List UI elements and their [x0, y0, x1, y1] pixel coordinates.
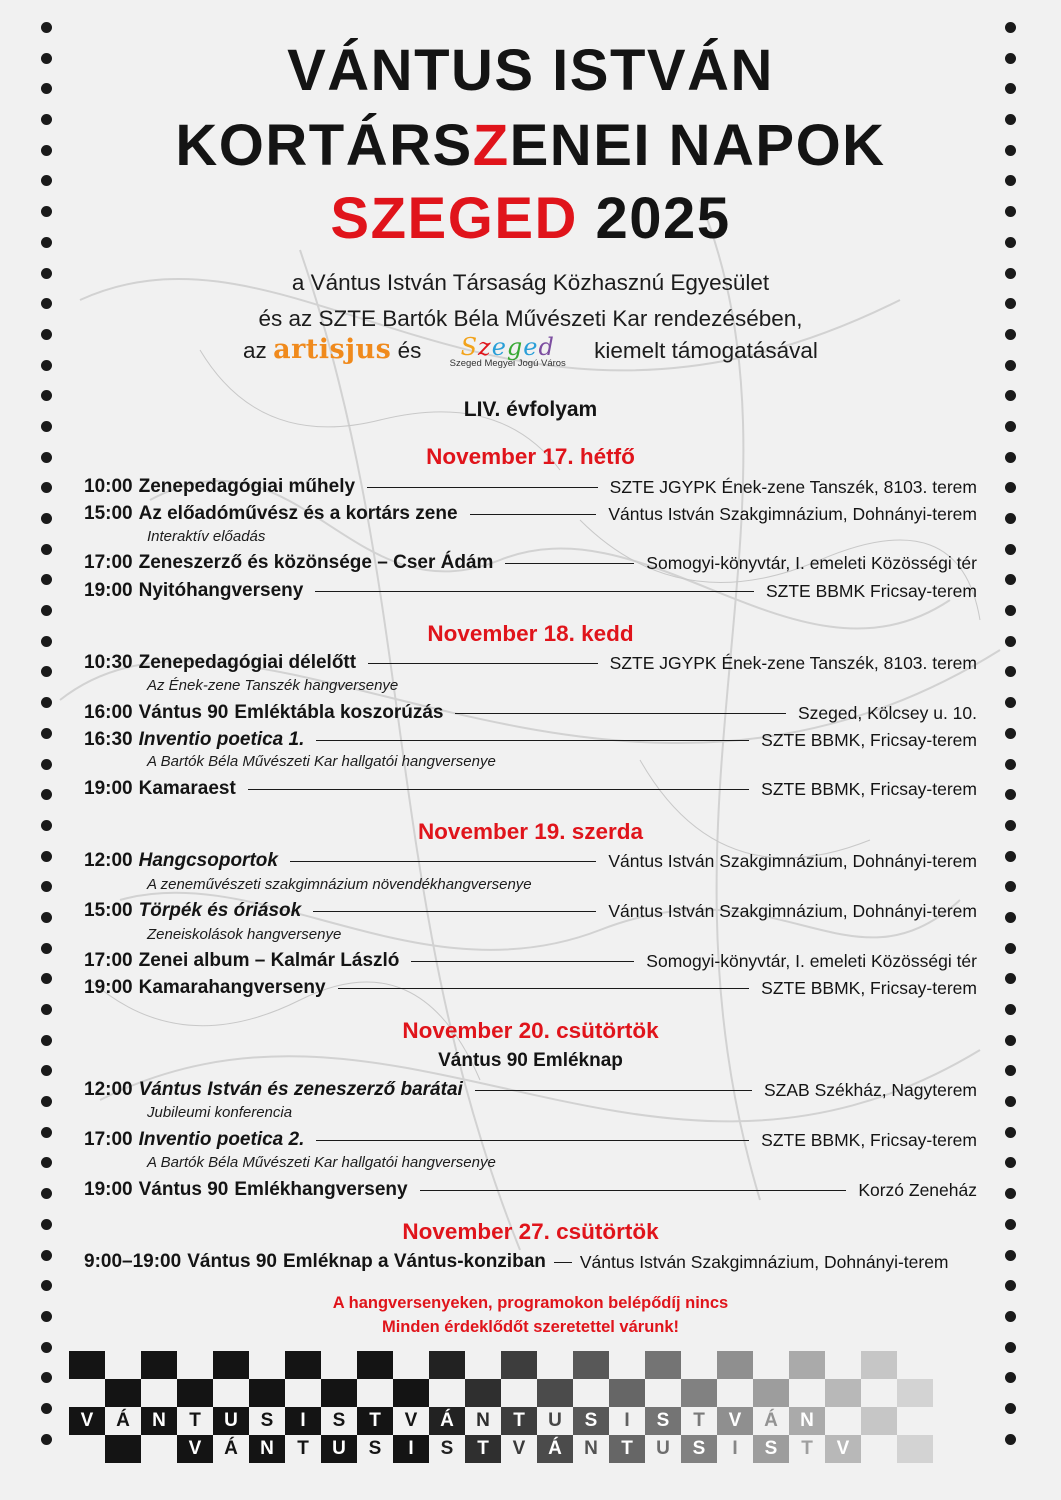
checker-cell	[213, 1351, 249, 1379]
checker-cell	[105, 1435, 141, 1463]
leader-line	[313, 911, 596, 912]
event-title: Vántus István és zeneszerző barátai	[138, 1079, 463, 1100]
event-time: 17:00	[84, 950, 133, 971]
perforation-dot	[1005, 1250, 1016, 1261]
event-venue: SZTE JGYPK Ének-zene Tanszék, 8103. terem	[609, 653, 977, 673]
event-note: Zeneiskolások hangversenye	[147, 926, 342, 943]
checker-cell	[429, 1351, 465, 1379]
event-time: 10:30	[84, 652, 133, 673]
checker-letter: V	[80, 1410, 94, 1431]
volume-label: LIV. évfolyam	[463, 398, 598, 421]
perforation-dot	[41, 544, 52, 555]
perforation-dot	[41, 851, 52, 862]
checker-letter: T	[297, 1438, 309, 1459]
day-heading: November 27. csütörtök	[402, 1219, 659, 1244]
perforation-dot	[1005, 851, 1016, 862]
event-note: A zeneművészeti szakgimnázium növendékhangversenye	[147, 876, 532, 893]
perforation-dot	[41, 482, 52, 493]
perforation-dot	[1005, 789, 1016, 800]
day-subtitle: Vántus 90 Emléknap	[438, 1050, 623, 1071]
checker-cell	[753, 1379, 789, 1407]
perforation-dot	[1005, 1280, 1016, 1291]
leader-line	[411, 961, 634, 962]
event-title-suffix: Emlékhangverseny	[234, 1179, 408, 1200]
checker-letter: Á	[224, 1438, 238, 1459]
leader-line	[554, 1262, 572, 1263]
event-venue: SZTE BBMK, Fricsay-terem	[761, 730, 977, 750]
perforation-dot	[41, 605, 52, 616]
event-title: Inventio poetica 2.	[138, 1129, 305, 1150]
event-row	[84, 652, 977, 674]
leader-line	[315, 591, 754, 592]
event-row	[84, 580, 977, 602]
checker-cell	[285, 1351, 321, 1379]
perforation-dot	[41, 513, 52, 524]
event-venue: SZTE BBMK Fricsay-terem	[766, 581, 977, 601]
event-title: Inventio poetica 1.	[138, 729, 305, 750]
day-heading: November 18. kedd	[427, 621, 634, 646]
checker-cell	[897, 1379, 933, 1407]
perforation-dot	[1005, 697, 1016, 708]
checker-cell	[141, 1351, 177, 1379]
event-row	[84, 1179, 977, 1201]
event-title: Kamarahangverseny	[138, 977, 326, 998]
perforation-dot	[41, 1372, 52, 1383]
checker-letter: U	[548, 1410, 562, 1431]
event-note: A Bartók Béla Művészeti Kar hallgatói hangversenye	[147, 753, 496, 770]
event-title: Vántus 90	[138, 1179, 229, 1200]
checker-letter: N	[800, 1410, 814, 1431]
leader-line	[290, 861, 596, 862]
event-title: Kamaraest	[138, 778, 236, 799]
checker-letter: Á	[764, 1410, 778, 1431]
event-row	[84, 977, 977, 999]
perforation-dot	[1005, 912, 1016, 923]
event-venue: Vántus István Szakgimnázium, Dohnányi-terem	[608, 851, 977, 871]
event-time: 16:00	[84, 702, 133, 723]
event-row	[84, 702, 977, 724]
event-title-suffix: Emléktábla koszorúzás	[234, 702, 444, 723]
artisjus-logo: artisjus	[273, 334, 392, 365]
perforation-dot	[41, 1127, 52, 1138]
perforation-dot	[41, 421, 52, 432]
organizer-line-2: és az SZTE Bartók Béla Művészeti Kar rendezésében,	[258, 306, 803, 331]
leader-line	[475, 1090, 752, 1091]
checker-letter: T	[369, 1410, 381, 1431]
perforation-dot	[41, 1157, 52, 1168]
event-time: 9:00–19:00	[84, 1251, 182, 1272]
perforation-dot	[1005, 1372, 1016, 1383]
title-line-1: VÁNTUS ISTVÁN	[287, 38, 774, 103]
event-title: Zenepedagógiai délelőtt	[138, 652, 357, 673]
checker-cell	[393, 1379, 429, 1407]
footer-welcome: Minden érdeklődőt szeretettel várunk!	[381, 1318, 680, 1336]
perforation-dot	[1005, 605, 1016, 616]
event-time: 15:00	[84, 503, 133, 524]
checker-letter: S	[260, 1410, 274, 1431]
event-row	[84, 778, 977, 800]
event-title: Hangcsoportok	[138, 850, 278, 871]
event-venue: SZTE BBMK, Fricsay-terem	[761, 1130, 977, 1150]
checker-letter: S	[584, 1410, 598, 1431]
checker-cell	[537, 1379, 573, 1407]
checker-cell	[609, 1379, 645, 1407]
checker-letter: U	[224, 1410, 238, 1431]
checker-cell	[177, 1379, 213, 1407]
organizer-line-3	[0, 334, 1061, 369]
title-line-2-z: Z	[472, 113, 510, 178]
perforation-dot	[41, 1434, 52, 1445]
checker-letter: N	[152, 1410, 166, 1431]
checker-letter: N	[476, 1410, 490, 1431]
perforation-dot	[1005, 1096, 1016, 1107]
perforation-dot	[41, 943, 52, 954]
checker-letter: V	[728, 1410, 742, 1431]
perforation-dot	[1005, 1157, 1016, 1168]
checker-cell	[861, 1351, 897, 1379]
perforation-dot	[41, 912, 52, 923]
perforation-dot	[1005, 1342, 1016, 1353]
event-venue: SZTE BBMK, Fricsay-terem	[761, 978, 977, 998]
checker-cell	[105, 1379, 141, 1407]
event-row	[84, 950, 977, 972]
checker-letter: U	[332, 1438, 346, 1459]
checker-letter: Á	[548, 1438, 562, 1459]
leader-line	[367, 487, 598, 488]
checker-letter: V	[188, 1438, 202, 1459]
checker-letter: I	[732, 1438, 738, 1459]
perforation-dot	[1005, 482, 1016, 493]
event-title-suffix: Emléknap a Vántus-konziban	[282, 1251, 546, 1272]
event-time: 19:00	[84, 1179, 133, 1200]
checker-letter: S	[332, 1410, 346, 1431]
event-title: Zenei album – Kalmár László	[138, 950, 400, 971]
checker-letter: T	[189, 1410, 201, 1431]
title-line-2	[0, 113, 1061, 178]
organizer-support: kiemelt támogatásával	[594, 338, 818, 363]
event-note: Interaktív előadás	[147, 528, 266, 545]
checker-cell	[465, 1379, 501, 1407]
event-venue: Somogyi-könyvtár, I. emeleti Közösségi tér	[646, 553, 977, 573]
perforation-dot	[41, 1403, 52, 1414]
leader-line	[505, 563, 634, 564]
perforation-dot	[41, 1250, 52, 1261]
footer-free-entry: A hangversenyeken, programokon belépődíj nincs	[332, 1294, 729, 1312]
szeged-city-logo	[449, 332, 566, 369]
checker-cell	[645, 1351, 681, 1379]
perforation-dot	[41, 881, 52, 892]
event-time: 17:00	[84, 552, 133, 573]
perforation-dot	[1005, 728, 1016, 739]
perforation-dot	[1005, 513, 1016, 524]
day-heading: November 17. hétfő	[426, 444, 635, 469]
checker-cell	[249, 1379, 285, 1407]
checker-letter: I	[408, 1438, 414, 1459]
szeged-logo-caption: Szeged Megyei Jogú Város	[449, 357, 566, 369]
checker-letter: V	[836, 1438, 850, 1459]
perforation-dot	[1005, 943, 1016, 954]
event-venue: Szeged, Kölcsey u. 10.	[798, 703, 977, 723]
event-row	[84, 552, 977, 574]
checker-letter: N	[584, 1438, 598, 1459]
day-heading: November 20. csütörtök	[402, 1018, 659, 1043]
event-venue: Vántus István Szakgimnázium, Dohnányi-terem	[579, 1252, 949, 1272]
checker-letter: Á	[116, 1410, 130, 1431]
event-time: 15:00	[84, 900, 133, 921]
event-title: Vántus 90	[187, 1251, 277, 1272]
checker-letter: I	[300, 1410, 306, 1431]
organizer-az: az	[243, 338, 267, 363]
organizer-es: és	[397, 338, 422, 363]
event-venue: Korzó Zeneház	[858, 1180, 977, 1200]
checker-letter: T	[513, 1410, 525, 1431]
organizer-line-1: a Vántus István Társaság Közhasznú Egyesület	[291, 270, 770, 295]
event-title: Az előadóművész és a kortárs zene	[138, 503, 458, 524]
day-heading: November 19. szerda	[417, 819, 644, 844]
event-time: 10:00	[84, 476, 133, 497]
perforation-dot	[41, 759, 52, 770]
perforation-dot	[41, 175, 52, 186]
checker-cell	[69, 1351, 105, 1379]
event-note: Az Ének-zene Tanszék hangversenye	[147, 677, 399, 694]
perforation-dot	[1005, 175, 1016, 186]
event-row	[84, 1079, 977, 1101]
event-row	[84, 850, 977, 872]
perforation-dot	[1005, 1188, 1016, 1199]
event-time: 17:00	[84, 1129, 133, 1150]
leader-line	[316, 1140, 749, 1141]
checker-letter: S	[692, 1438, 706, 1459]
title-line-2-a: KORTÁRS	[175, 113, 473, 178]
perforation-dot	[41, 1188, 52, 1199]
perforation-dot	[41, 789, 52, 800]
checker-letter: V	[404, 1410, 418, 1431]
title-year: 2025	[595, 186, 731, 251]
perforation-dot	[1005, 544, 1016, 555]
event-venue: SZAB Székház, Nagyterem	[764, 1080, 977, 1100]
event-title: Törpék és óriások	[138, 900, 302, 921]
perforation-dot	[1005, 881, 1016, 892]
event-row	[84, 1129, 977, 1151]
leader-line	[455, 713, 786, 714]
event-time: 19:00	[84, 778, 133, 799]
checker-letter: S	[440, 1438, 454, 1459]
perforation-dot	[1005, 1127, 1016, 1138]
event-time: 19:00	[84, 977, 133, 998]
event-title: Vántus 90	[138, 702, 229, 723]
checker-letter: Á	[440, 1410, 454, 1431]
vantus-checker-banner	[69, 1351, 933, 1463]
leader-line	[338, 988, 750, 989]
event-row	[84, 900, 977, 922]
event-row	[84, 476, 977, 498]
perforation-dot	[1005, 759, 1016, 770]
event-time: 16:30	[84, 729, 133, 750]
event-time: 12:00	[84, 850, 133, 871]
event-venue: Somogyi-könyvtár, I. emeleti Közösségi tér	[646, 951, 977, 971]
checker-letter: I	[624, 1410, 630, 1431]
perforation-dot	[41, 22, 52, 33]
checker-letter: U	[656, 1438, 670, 1459]
checker-letter: T	[621, 1438, 633, 1459]
perforation-dot	[41, 1280, 52, 1291]
leader-line	[248, 789, 749, 790]
checker-cell	[825, 1379, 861, 1407]
event-title: Zeneszerző és közönsége – Cser Ádám	[138, 552, 494, 573]
checker-cell	[573, 1351, 609, 1379]
event-title: Zenepedagógiai műhely	[138, 476, 356, 497]
checker-letter: S	[764, 1438, 778, 1459]
event-row	[84, 503, 977, 525]
checker-cell	[897, 1435, 933, 1463]
checker-cell	[861, 1407, 897, 1435]
perforation-dot	[41, 1004, 52, 1015]
title-line-3	[0, 186, 1061, 251]
event-time: 19:00	[84, 580, 133, 601]
perforation-dot	[41, 574, 52, 585]
event-row	[84, 1251, 977, 1273]
checker-letter: T	[801, 1438, 813, 1459]
event-time: 12:00	[84, 1079, 133, 1100]
perforation-dot	[41, 666, 52, 677]
checker-cell	[501, 1351, 537, 1379]
event-note: A Bartók Béla Művészeti Kar hallgatói hangversenye	[147, 1154, 496, 1171]
checker-cell	[681, 1379, 717, 1407]
perforation-dot	[1005, 574, 1016, 585]
leader-line	[420, 1190, 847, 1191]
perforation-dot	[1005, 1004, 1016, 1015]
title-line-2-c: ENEI NAPOK	[509, 113, 886, 178]
perforation-dot	[1005, 973, 1016, 984]
perforation-dot	[1005, 1434, 1016, 1445]
perforation-dot	[41, 973, 52, 984]
perforation-dot	[41, 697, 52, 708]
event-venue: SZTE BBMK, Fricsay-terem	[761, 779, 977, 799]
perforation-dot	[41, 1096, 52, 1107]
event-venue: SZTE JGYPK Ének-zene Tanszék, 8103. terem	[609, 477, 977, 497]
perforation-dot	[1005, 1403, 1016, 1414]
perforation-dot	[41, 1342, 52, 1353]
perforation-dot	[1005, 421, 1016, 432]
checker-cell	[357, 1351, 393, 1379]
checker-cell	[321, 1379, 357, 1407]
checker-letter: V	[512, 1438, 526, 1459]
perforation-dot	[41, 728, 52, 739]
event-title: Nyitóhangverseny	[138, 580, 304, 601]
event-venue: Vántus István Szakgimnázium, Dohnányi-terem	[608, 504, 977, 524]
leader-line	[470, 514, 597, 515]
perforation-dot	[1005, 22, 1016, 33]
event-venue: Vántus István Szakgimnázium, Dohnányi-terem	[608, 901, 977, 921]
title-city: SZEGED	[330, 186, 578, 251]
event-note: Jubileumi konferencia	[147, 1104, 293, 1121]
checker-letter: N	[260, 1438, 274, 1459]
checker-letter: T	[477, 1438, 489, 1459]
checker-letter: T	[693, 1410, 705, 1431]
event-row	[84, 729, 977, 751]
checker-letter: S	[656, 1410, 670, 1431]
leader-line	[368, 663, 598, 664]
checker-letter: S	[368, 1438, 382, 1459]
perforation-dot	[1005, 666, 1016, 677]
leader-line	[316, 740, 749, 741]
checker-cell	[717, 1351, 753, 1379]
checker-cell	[789, 1351, 825, 1379]
szeged-logo-word: Szeged	[460, 332, 555, 361]
